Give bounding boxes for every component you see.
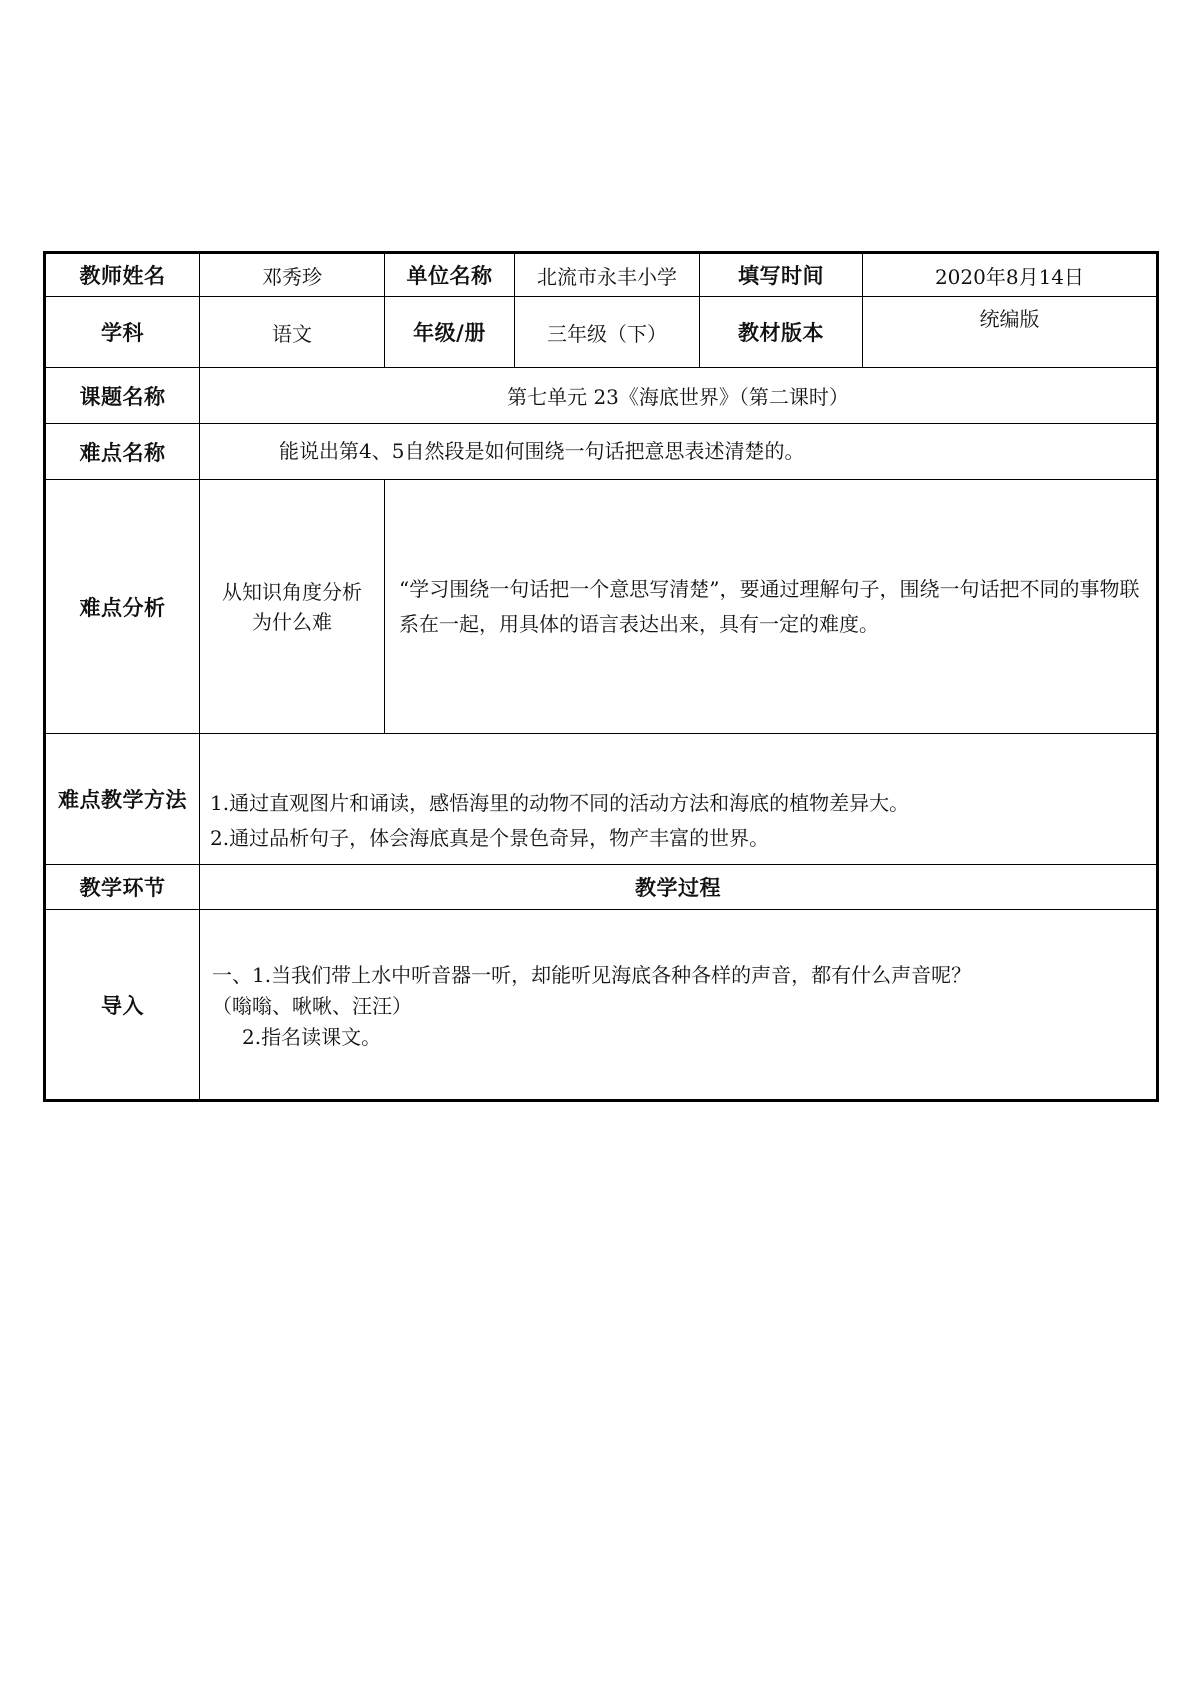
fill-date-label: 填写时间 bbox=[700, 253, 863, 297]
row-subject-info bbox=[45, 297, 1158, 368]
teacher-name-label: 教师姓名 bbox=[45, 253, 200, 297]
topic-label: 课题名称 bbox=[45, 368, 200, 424]
analysis-value: “学习围绕一句话把一个意思写清楚”，要通过理解句子，围绕一句话把不同的事物联系在一起，用具体的语言表达出来，具有一定的难度。 bbox=[385, 480, 1158, 734]
analysis-label: 难点分析 bbox=[45, 480, 200, 734]
stage-header: 教学环节 bbox=[45, 865, 200, 910]
intro-line-2: （嗡嗡、啾啾、汪汪） bbox=[212, 994, 412, 1018]
analysis-sub-label: 从知识角度分析为什么难 bbox=[200, 480, 385, 734]
unit-name-label: 单位名称 bbox=[385, 253, 515, 297]
intro-line-1: 一、1.当我们带上水中听音器一听，却能听见海底各种各样的声音，都有什么声音呢？ bbox=[212, 963, 972, 987]
process-header: 教学过程 bbox=[200, 865, 1158, 910]
row-topic bbox=[45, 368, 1158, 424]
grade-label: 年级/册 bbox=[385, 297, 515, 368]
method-value bbox=[200, 734, 1158, 865]
row-method bbox=[45, 734, 1158, 865]
intro-label: 导入 bbox=[45, 910, 200, 1101]
lesson-plan-table bbox=[43, 251, 1159, 1102]
unit-name-value: 北流市永丰小学 bbox=[515, 253, 700, 297]
method-label: 难点教学方法 bbox=[45, 734, 200, 865]
method-line-1: 1.通过直观图片和诵读，感悟海里的动物不同的活动方法和海底的植物差异大。 bbox=[210, 791, 910, 815]
grade-value: 三年级（下） bbox=[515, 297, 700, 368]
edition-value: 统编版 bbox=[863, 297, 1158, 368]
difficulty-label: 难点名称 bbox=[45, 424, 200, 480]
subject-value: 语文 bbox=[200, 297, 385, 368]
intro-line-3: 2.指名读课文。 bbox=[242, 1025, 382, 1049]
fill-date-value: 2020年8月14日 bbox=[863, 253, 1158, 297]
method-line-2: 2.通过品析句子，体会海底真是个景色奇异，物产丰富的世界。 bbox=[210, 826, 770, 850]
row-analysis bbox=[45, 480, 1158, 734]
edition-label: 教材版本 bbox=[700, 297, 863, 368]
topic-value: 第七单元 23《海底世界》（第二课时） bbox=[200, 368, 1158, 424]
difficulty-value: 能说出第4、5自然段是如何围绕一句话把意思表述清楚的。 bbox=[200, 424, 1158, 480]
row-intro bbox=[45, 910, 1158, 1101]
subject-label: 学科 bbox=[45, 297, 200, 368]
intro-value bbox=[200, 910, 1158, 1101]
row-teacher-info bbox=[45, 253, 1158, 297]
row-process-header bbox=[45, 865, 1158, 910]
teacher-name-value: 邓秀珍 bbox=[200, 253, 385, 297]
row-difficulty bbox=[45, 424, 1158, 480]
